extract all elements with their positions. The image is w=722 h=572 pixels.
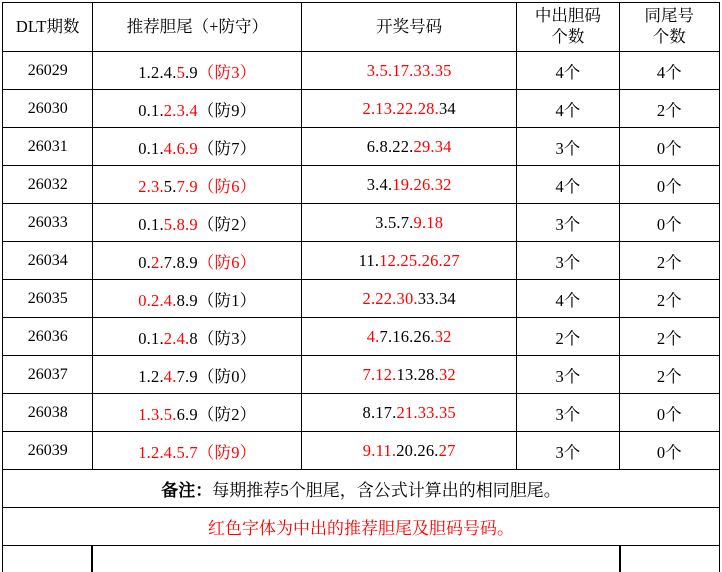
recommendation-segment: 7.8.9 (163, 252, 198, 272)
header-hit-count-line2: 个数 (551, 27, 585, 46)
recommendation-segment: （防1） (197, 290, 257, 310)
table-row (3, 280, 720, 318)
cell-recommendation (93, 280, 302, 318)
cell-hit-count: 3个 (517, 356, 619, 394)
table-row (3, 204, 720, 242)
header-hit-count (517, 3, 619, 52)
recommendation-segment: 0.1. (138, 214, 164, 234)
header-period: DLT期数 (3, 3, 93, 52)
draw-segment: 3.5.7. (375, 212, 414, 232)
cell-same-tail-count: 4个 (619, 52, 719, 90)
table-footer (3, 470, 720, 546)
recommendation-segment: 6.9 (176, 404, 198, 424)
table-body (3, 52, 720, 470)
cell-recommendation (93, 90, 302, 128)
header-same-tail-line1: 同尾号 (644, 6, 695, 26)
cell-period: 26030 (3, 90, 93, 128)
recommendation-segment: 0. (138, 252, 152, 272)
draw-segment: 11. (358, 250, 380, 270)
cell-same-tail-count: 2个 (619, 356, 719, 394)
note-label: 备注： (161, 481, 213, 500)
cell-hit-count: 3个 (517, 242, 619, 280)
recommendation-segment: （防3） (197, 328, 257, 348)
cell-recommendation (93, 356, 302, 394)
cell-same-tail-count: 0个 (619, 394, 719, 432)
draw-segment: 20.26. (396, 440, 439, 460)
draw-segment: 7.16.26. (379, 326, 435, 346)
draw-segment: 33.34 (417, 288, 456, 308)
cell-period: 26032 (3, 166, 93, 204)
recommendation-segment: 0.1. (138, 100, 164, 120)
table-row (3, 90, 720, 128)
recommendation-segment: 2.4. (163, 328, 190, 348)
recommendation-segment: （防2） (197, 214, 257, 234)
draw-segment: 8.17. (362, 402, 397, 422)
draw-segment: 12.25.26.27 (379, 250, 460, 270)
recommendation-segment: 0.1. (138, 328, 164, 348)
cell-hit-count: 4个 (517, 90, 619, 128)
cell-hit-count: 4个 (517, 280, 619, 318)
recommendation-segment: 1.2. (138, 366, 164, 386)
table-row (3, 356, 720, 394)
cell-same-tail-count: 2个 (619, 242, 719, 280)
cell-recommendation (93, 204, 302, 242)
draw-segment: 21.33.35 (396, 402, 456, 422)
note-row-1 (3, 470, 720, 508)
table-row (3, 166, 720, 204)
cell-same-tail-count: 0个 (619, 166, 719, 204)
table-row (3, 128, 720, 166)
header-draw-numbers: 开奖号码 (302, 3, 517, 52)
recommendation-segment: （防2） (197, 404, 257, 424)
cell-recommendation (93, 318, 302, 356)
cell-period: 26035 (3, 280, 93, 318)
cell-draw-numbers (302, 394, 517, 432)
cell-draw-numbers (302, 128, 517, 166)
note-text-1: 每期推荐5个胆尾，含公式计算出的相同胆尾。 (212, 481, 561, 500)
recommendation-segment: 1.3.5. (138, 404, 177, 424)
cell-hit-count: 3个 (517, 128, 619, 166)
header-same-tail-line2: 个数 (652, 27, 686, 46)
table-header (3, 3, 720, 52)
cell-recommendation (93, 432, 302, 470)
cell-same-tail-count: 2个 (619, 90, 719, 128)
cell-recommendation (93, 394, 302, 432)
draw-segment: 7.12. (362, 364, 397, 384)
draw-segment: 32 (434, 326, 452, 346)
recommendation-segment: （防9） (197, 442, 257, 462)
recommendation-segment: 5.8.9 (163, 214, 198, 234)
recommendation-segment: 0.1. (138, 138, 164, 158)
cell-draw-numbers (302, 318, 517, 356)
table-row (3, 318, 720, 356)
recommendation-segment: （防6） (197, 176, 257, 196)
cell-period: 26039 (3, 432, 93, 470)
draw-segment: 13.28. (396, 364, 439, 384)
header-recommendation: 推荐胆尾（+防守） (93, 3, 302, 52)
recommendation-segment: 4. (163, 366, 177, 386)
recommendation-segment: 8.9 (176, 290, 198, 310)
cell-draw-numbers (302, 356, 517, 394)
cell-draw-numbers (302, 52, 517, 90)
recommendation-segment: 7.9 (176, 366, 198, 386)
lottery-table (2, 2, 720, 546)
cell-period: 26029 (3, 52, 93, 90)
recommendation-segment: 8 (189, 328, 198, 348)
recommendation-segment: （防9） (197, 100, 257, 120)
recommendation-segment: 5. (163, 176, 177, 196)
cell-recommendation (93, 166, 302, 204)
draw-segment: 9.11. (362, 440, 397, 460)
draw-segment: 32 (438, 364, 456, 384)
cell-recommendation (93, 52, 302, 90)
draw-segment: 3.5.17.33.35 (366, 60, 452, 80)
draw-segment: 2.13.22.28. (362, 98, 439, 118)
recommendation-segment: 7.9 (176, 176, 198, 196)
cell-recommendation (93, 128, 302, 166)
cell-hit-count: 3个 (517, 432, 619, 470)
header-same-tail-count (619, 3, 719, 52)
recommendation-segment: 5 (176, 62, 186, 82)
draw-segment: 2.22.30. (362, 288, 418, 308)
cell-hit-count: 2个 (517, 318, 619, 356)
table-row (3, 242, 720, 280)
cell-draw-numbers (302, 204, 517, 242)
cell-draw-numbers (302, 90, 517, 128)
cell-same-tail-count: 2个 (619, 280, 719, 318)
cell-hit-count: 4个 (517, 52, 619, 90)
table-row (3, 52, 720, 90)
cell-period: 26038 (3, 394, 93, 432)
draw-segment: 6.8.22. (366, 136, 414, 156)
cell-period: 26037 (3, 356, 93, 394)
recommendation-segment: （防6） (197, 252, 257, 272)
cell-same-tail-count: 0个 (619, 204, 719, 242)
draw-segment: 9.18 (413, 212, 444, 232)
draw-segment: 19.26.32 (392, 174, 452, 194)
cell-draw-numbers (302, 166, 517, 204)
recommendation-segment: 0.2.4. (138, 290, 177, 310)
draw-segment: 27 (438, 440, 456, 460)
cell-draw-numbers (302, 242, 517, 280)
draw-segment: 34 (438, 98, 456, 118)
cell-same-tail-count: 0个 (619, 128, 719, 166)
cell-same-tail-count: 0个 (619, 432, 719, 470)
note-row-2 (3, 508, 720, 546)
table-row (3, 394, 720, 432)
cell-period: 26033 (3, 204, 93, 242)
recommendation-segment: （防7） (197, 138, 257, 158)
recommendation-segment: 2. (151, 252, 164, 272)
cell-period: 26036 (3, 318, 93, 356)
cell-same-tail-count: 2个 (619, 318, 719, 356)
note-line-2: 红色字体为中出的推荐胆尾及胆码号码。 (3, 508, 720, 546)
cell-period: 26034 (3, 242, 93, 280)
draw-segment: 29.34 (413, 136, 452, 156)
cell-hit-count: 3个 (517, 394, 619, 432)
recommendation-segment: 2.3.4 (163, 100, 198, 120)
draw-segment: 4. (366, 326, 380, 346)
recommendation-segment: 2.3. (138, 176, 164, 196)
cell-recommendation (93, 242, 302, 280)
recommendation-segment: 1.2.4.5.7 (138, 442, 198, 462)
recommendation-segment: （防3） (197, 62, 257, 82)
note-line-1 (3, 470, 720, 508)
cell-draw-numbers (302, 280, 517, 318)
table-row (3, 432, 720, 470)
cell-period: 26031 (3, 128, 93, 166)
cell-hit-count: 4个 (517, 166, 619, 204)
recommendation-segment: .9 (185, 62, 198, 82)
cell-hit-count: 3个 (517, 204, 619, 242)
header-row (3, 3, 720, 52)
recommendation-segment: （防0） (197, 366, 257, 386)
header-hit-count-line1: 中出胆码 (534, 6, 601, 26)
draw-segment: 3.4. (366, 174, 393, 194)
recommendation-segment: 1.2.4. (138, 62, 177, 82)
recommendation-segment: 4.6.9 (163, 138, 198, 158)
cell-draw-numbers (302, 432, 517, 470)
